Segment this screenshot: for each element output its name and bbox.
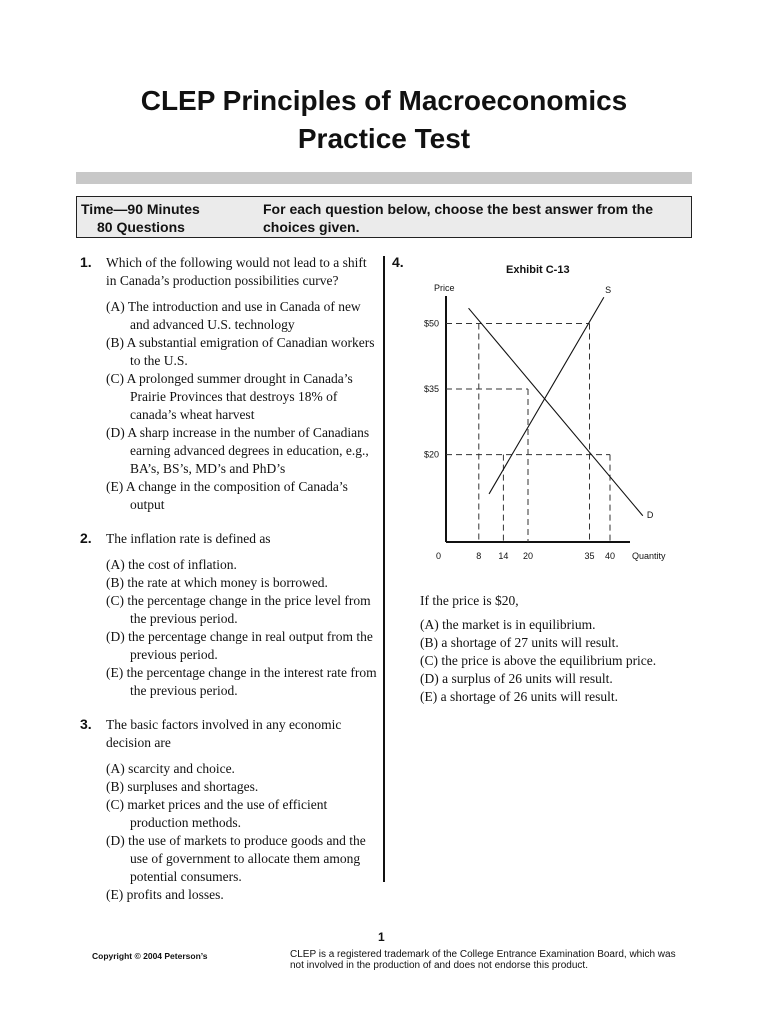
option-d[interactable]: (D) the percentage change in real output from the previous period. — [106, 629, 373, 662]
question-options — [106, 556, 378, 700]
option-b[interactable]: (B) surpluses and shortages. — [106, 779, 259, 794]
option-e[interactable]: (E) the percentage change in the interest rate from the previous period. — [106, 665, 377, 698]
trademark-notice: CLEP is a registered trademark of the College Entrance Examination Board, which was not involved in the production of and does not endorse this product. — [290, 949, 676, 971]
x-tick-label: 8 — [476, 551, 482, 561]
option-e[interactable]: (E) A change in the composition of Canada’s output — [106, 479, 348, 512]
option-a[interactable]: (A) The introduction and use in Canada of new and advanced U.S. technology — [106, 299, 361, 332]
option-d[interactable]: (D) A sharp increase in the number of Canadians earning advanced degrees in education, e.g., BA’s, BS’s, MD’s and PhD’s — [106, 425, 370, 476]
question-number: 2. — [80, 530, 92, 546]
question-text: The inflation rate is defined as — [106, 531, 271, 546]
option-c[interactable]: (C) the percentage change in the price level from the previous period. — [106, 593, 371, 626]
question-options — [106, 298, 378, 514]
option-b[interactable]: (B) a shortage of 27 units will result. — [420, 635, 619, 650]
question-4-options — [420, 616, 710, 706]
option-c[interactable]: (C) the price is above the equilibrium price. — [420, 653, 657, 668]
demand-label: D — [646, 509, 654, 520]
supply-curve — [489, 297, 604, 494]
title-divider — [76, 172, 692, 184]
time-limit: Time—90 Minutes — [81, 201, 200, 217]
instructions: For each question below, choose the best answer from the choices given. — [263, 201, 653, 235]
question-count: 80 Questions — [97, 219, 185, 235]
y-tick-label: $50 — [424, 318, 440, 329]
origin-label: 0 — [436, 551, 442, 561]
y-tick-label: $35 — [424, 384, 440, 395]
page-title-line-1: CLEP Principles of Macroeconomics — [140, 85, 628, 116]
page-title-line-2: Practice Test — [297, 123, 471, 154]
option-a[interactable]: (A) the market is in equilibrium. — [420, 617, 596, 632]
exhibit-title: Exhibit C-13 — [506, 264, 570, 276]
x-tick-label: 40 — [604, 551, 616, 561]
question-number: 1. — [80, 254, 92, 270]
option-a[interactable]: (A) the cost of inflation. — [106, 557, 237, 572]
question-text: The basic factors involved in any economic decision are — [106, 717, 342, 750]
column-divider — [383, 256, 385, 882]
question-number: 3. — [80, 716, 92, 732]
supply-demand-chart — [400, 276, 700, 572]
x-tick-label: 14 — [498, 551, 509, 561]
y-tick-label: $20 — [424, 449, 440, 460]
question-4-text: If the price is $20, — [420, 593, 519, 608]
y-axis-label: Price — [434, 283, 455, 293]
option-c[interactable]: (C) market prices and the use of efficient production methods. — [106, 797, 328, 830]
option-d[interactable]: (D) a surplus of 26 units will result. — [420, 671, 613, 686]
x-axis-label: Quantity — [632, 551, 666, 561]
question-4-number: 4. — [392, 254, 404, 270]
option-d[interactable]: (D) the use of markets to produce goods and the use of government to allocate them among potential consumers. — [106, 833, 366, 884]
question-text: Which of the following would not lead to a shift in Canada’s production possibilities curve? — [106, 255, 367, 288]
question-options — [106, 760, 378, 904]
option-e[interactable]: (E) profits and losses. — [106, 887, 224, 902]
test-info-box — [76, 196, 692, 238]
option-e[interactable]: (E) a shortage of 26 units will result. — [420, 689, 618, 704]
supply-label: S — [605, 284, 612, 295]
time-and-count — [81, 200, 200, 236]
page-number: 1 — [378, 930, 385, 944]
option-a[interactable]: (A) scarcity and choice. — [106, 761, 235, 776]
option-b[interactable]: (B) A substantial emigration of Canadian workers to the U.S. — [106, 335, 375, 368]
copyright-notice: Copyright © 2004 Peterson’s — [92, 951, 208, 961]
option-c[interactable]: (C) A prolonged summer drought in Canada’s Prairie Provinces that destroys 18% of canada’s wheat harvest — [106, 371, 353, 422]
x-tick-label: 35 — [584, 551, 595, 561]
option-b[interactable]: (B) the rate at which money is borrowed. — [106, 575, 328, 590]
x-tick-label: 20 — [522, 551, 534, 561]
